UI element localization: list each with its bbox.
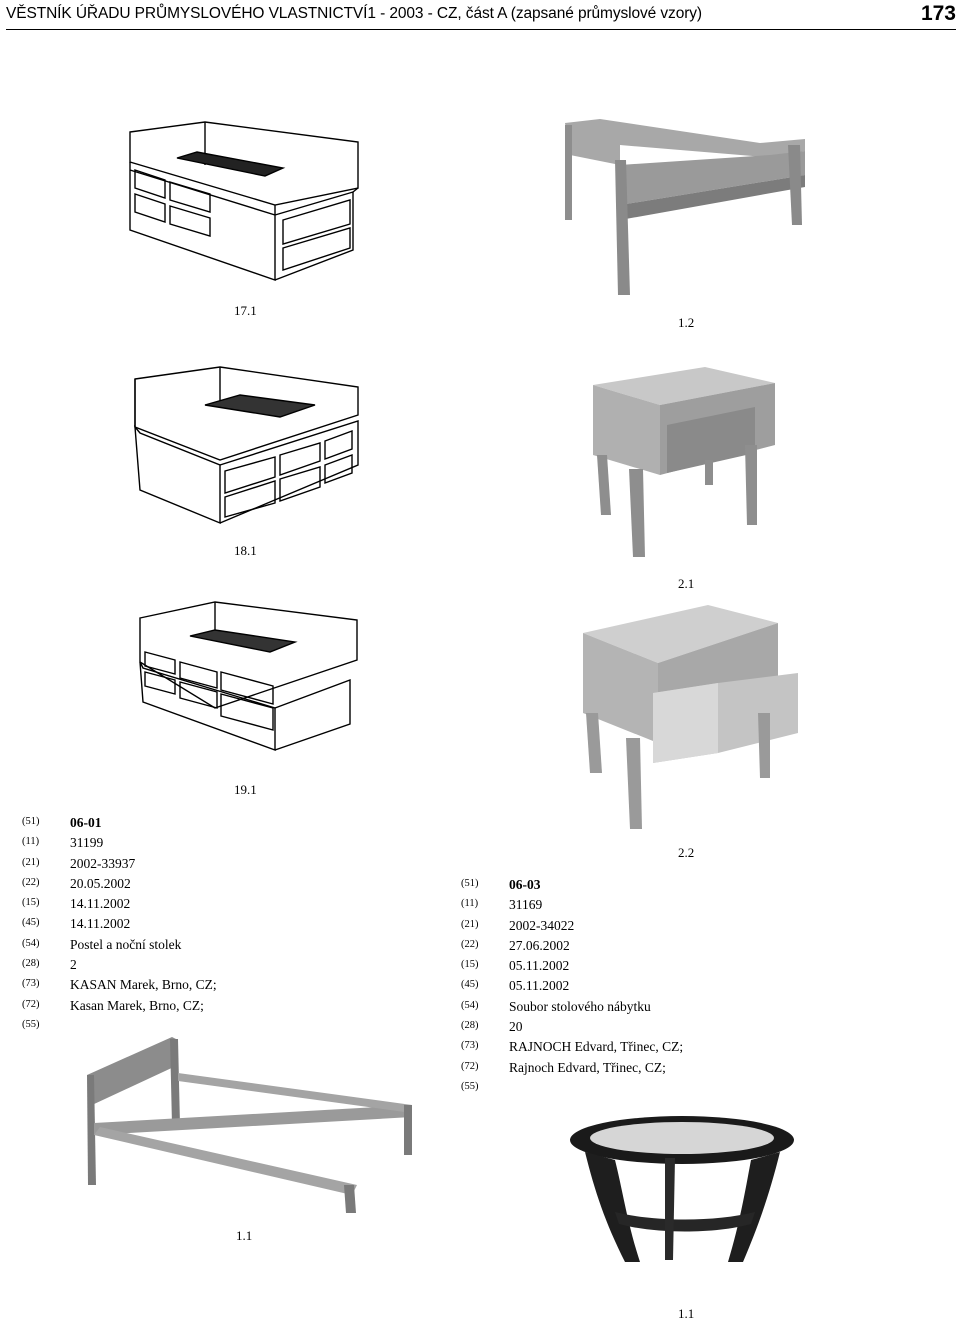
page-number: 173 [920,2,956,25]
record-row [461,1060,683,1080]
record-row [461,938,683,958]
publication-date: 14.11.2002 [70,916,131,932]
inid-code: (11) [22,836,40,848]
design-count: 20 [509,1019,523,1035]
record-row [22,835,217,855]
inid-code: (22) [22,876,40,888]
inid-code: (11) [461,898,479,910]
registration-date: 05.11.2002 [509,958,570,974]
application-number: 2002-33937 [70,855,136,871]
filing-date: 27.06.2002 [509,937,570,953]
record-row [22,977,217,997]
owner: RAJNOCH Edvard, Třinec, CZ; [509,1039,684,1055]
inid-code: (22) [461,938,479,950]
inid-code: (73) [461,1040,479,1052]
application-number: 2002-34022 [509,917,575,933]
figure-label-17-1: 17.1 [234,303,257,318]
registration-date: 14.11.2002 [70,896,131,912]
inid-code: (28) [461,1020,479,1032]
inid-code: (15) [461,959,479,971]
figure-label-1-1-bed: 1.1 [236,1228,253,1243]
inid-code: (55) [461,1080,479,1092]
inid-code: (73) [22,978,40,990]
record-row [22,937,217,957]
bed-with-drawers-drawing-18-1 [130,365,360,530]
figure-label-1-1-table: 1.1 [678,1306,695,1321]
designer: Rajnoch Edvard, Třinec, CZ; [509,1059,666,1075]
figure-label-2-1: 2.1 [678,576,695,591]
figure-label-1-2: 1.2 [678,315,695,330]
record-row [22,957,217,977]
designer: Kasan Marek, Brno, CZ; [70,997,204,1013]
record-row [461,958,683,978]
journal-title: VĚSTNÍK ÚŘADU PRŮMYSLOVÉHO VLASTNICTVÍ1 - 2003 - CZ, část A (zapsané průmyslové vzory) [6,5,702,22]
inid-code: (15) [22,897,40,909]
record-row [461,978,683,998]
record-row [461,999,683,1019]
design-count: 2 [70,957,77,973]
oval-coffee-table-photo-1-1 [565,1112,800,1272]
nightstand-open-drawer-photo-2-2 [578,603,800,833]
record-row [461,1019,683,1039]
inid-code: (21) [461,918,479,930]
inid-code: (45) [22,917,40,929]
record-row [461,918,683,938]
classification-value: 06-01 [70,815,102,830]
record-row [22,998,217,1018]
inid-code: (54) [22,937,40,949]
record-row [22,856,217,876]
inid-code: (54) [461,999,479,1011]
record-row [461,1080,683,1100]
inid-code: (72) [22,998,40,1010]
figure-label-18-1: 18.1 [234,543,257,558]
publication-date: 05.11.2002 [509,978,570,994]
single-bed-photo-1-1 [82,1035,417,1215]
record-row [461,897,683,917]
classification-value: 06-03 [509,877,541,892]
registration-record-06-01 [22,815,217,1038]
nightstand-photo-2-1 [585,365,780,560]
inid-code: (51) [22,816,40,827]
filing-date: 20.05.2002 [70,875,131,891]
registration-number: 31169 [509,897,543,913]
page-header [6,2,956,28]
inid-code: (51) [461,878,479,889]
registration-number: 31199 [70,835,104,851]
record-row [22,876,217,896]
record-row [461,1039,683,1059]
header-divider [6,29,956,30]
figure-label-19-1: 19.1 [234,782,257,797]
record-row [22,916,217,936]
inid-code: (72) [461,1060,479,1072]
figure-label-2-2: 2.2 [678,845,695,860]
inid-code: (28) [22,958,40,970]
inid-code: (55) [22,1018,40,1030]
record-row [461,877,683,897]
bed-frame-photo-1-2 [560,115,808,300]
record-row [22,815,217,835]
record-row [22,896,217,916]
inid-code: (45) [461,979,479,991]
inid-code: (21) [22,856,40,868]
design-title: Postel a noční stolek [70,936,182,952]
registration-record-06-03 [461,877,683,1100]
bed-with-drawers-drawing-19-1 [135,600,360,758]
design-title: Soubor stolového nábytku [509,998,651,1014]
bed-with-drawers-drawing-17-1 [125,120,360,290]
owner: KASAN Marek, Brno, CZ; [70,977,217,993]
